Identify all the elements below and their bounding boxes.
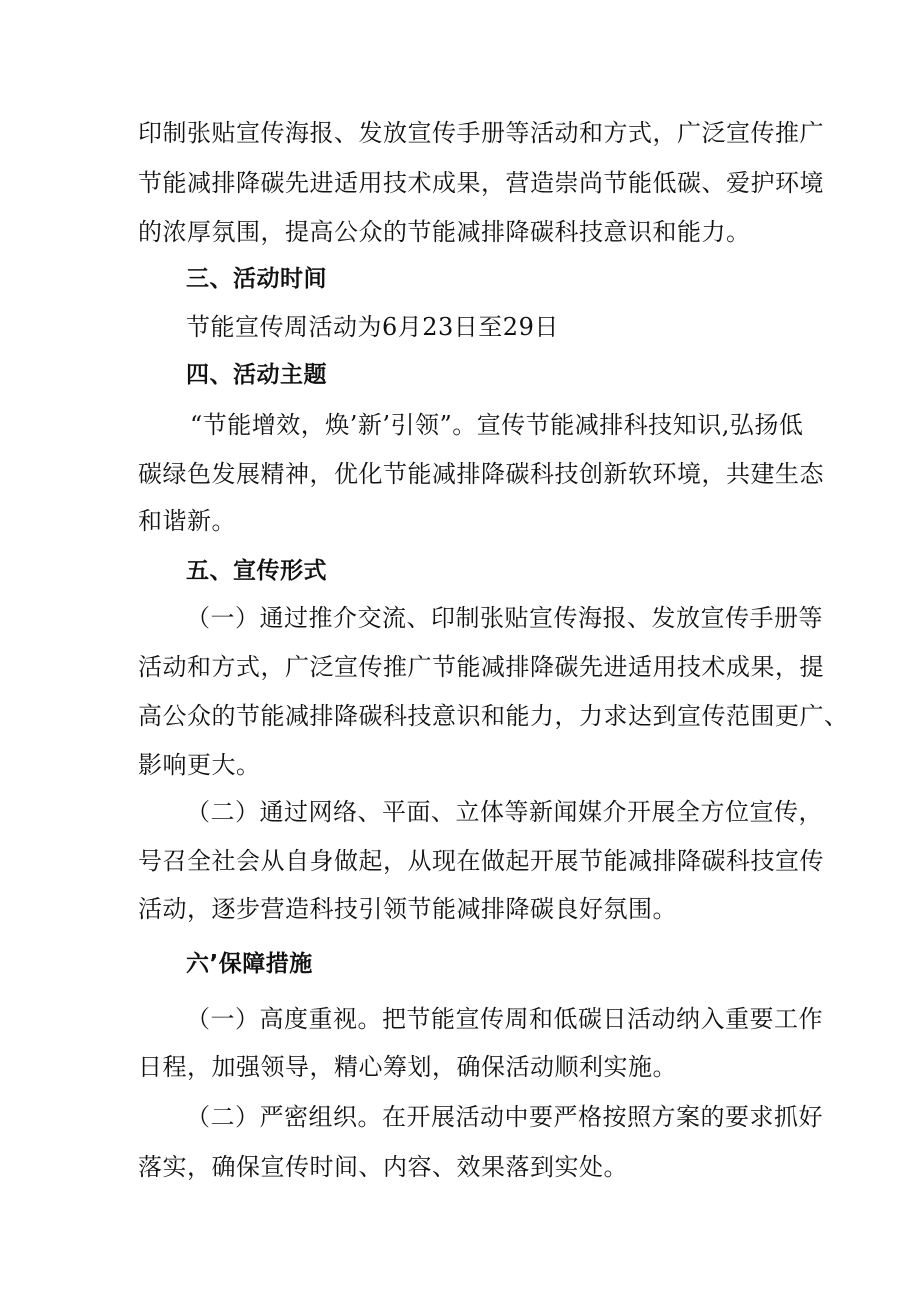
theme-line-3: 和谐新。 <box>138 507 236 535</box>
form-2-line-2: 号召全社会从自身做起，从现在做起开展节能减排降碳科技宣传 <box>138 847 824 875</box>
form-2-line-1: （二）通过网络、平面、立体等新闻媒介开展全方位宣传， <box>186 798 823 826</box>
form-2-line-3: 活动，逐步营造科技引领节能减排降碳良好氛围。 <box>138 895 677 923</box>
measure-2-line-2: 落实，确保宣传时间、内容、效果落到实处。 <box>138 1153 628 1181</box>
form-1-line-2: 活动和方式，广泛宣传推广节能减排降碳先进适用技术成果，提 <box>138 653 824 681</box>
form-1-line-1: （一）通过推介交流、印制张贴宣传海报、发放宣传手册等 <box>186 604 823 632</box>
measure-2-line-1: （二）严密组织。在开展活动中要严格按照方案的要求抓好 <box>186 1103 823 1131</box>
form-1-line-4: 影响更大。 <box>138 751 261 779</box>
intro-line-1: 印制张贴宣传海报、发放宣传手册等活动和方式，广泛宣传推广 <box>138 119 824 147</box>
measure-1-line-2: 日程，加强领导，精心筹划，确保活动顺利实施。 <box>138 1053 677 1081</box>
intro-line-3: 的浓厚氛围，提高公众的节能减排降碳科技意识和能力。 <box>138 218 751 246</box>
theme-line-2: 碳绿色发展精神，优化节能减排降碳科技创新软环境，共建生态 <box>138 460 824 488</box>
form-1-line-3: 高公众的节能减排降碳科技意识和能力，力求达到宣传范围更广、 <box>138 702 849 730</box>
intro-line-2: 节能减排降碳先进适用技术成果，营造崇尚节能低碳、爱护环境 <box>138 169 824 197</box>
heading-activity-time: 三、活动时间 <box>186 266 327 292</box>
activity-time-text: 节能宣传周活动为6月23日至29日 <box>186 313 559 341</box>
heading-activity-theme: 四、活动主题 <box>186 362 327 388</box>
theme-line-1: “节能增效，焕’新’引领”。宣传节能减排科技知识,弘扬低 <box>190 411 804 439</box>
measure-1-line-1: （一）高度重视。把节能宣传周和低碳日活动纳入重要工作 <box>186 1005 823 1033</box>
heading-publicity-form: 五、宣传形式 <box>186 558 327 584</box>
heading-guarantee-measures: 六’保障措施 <box>186 951 313 977</box>
